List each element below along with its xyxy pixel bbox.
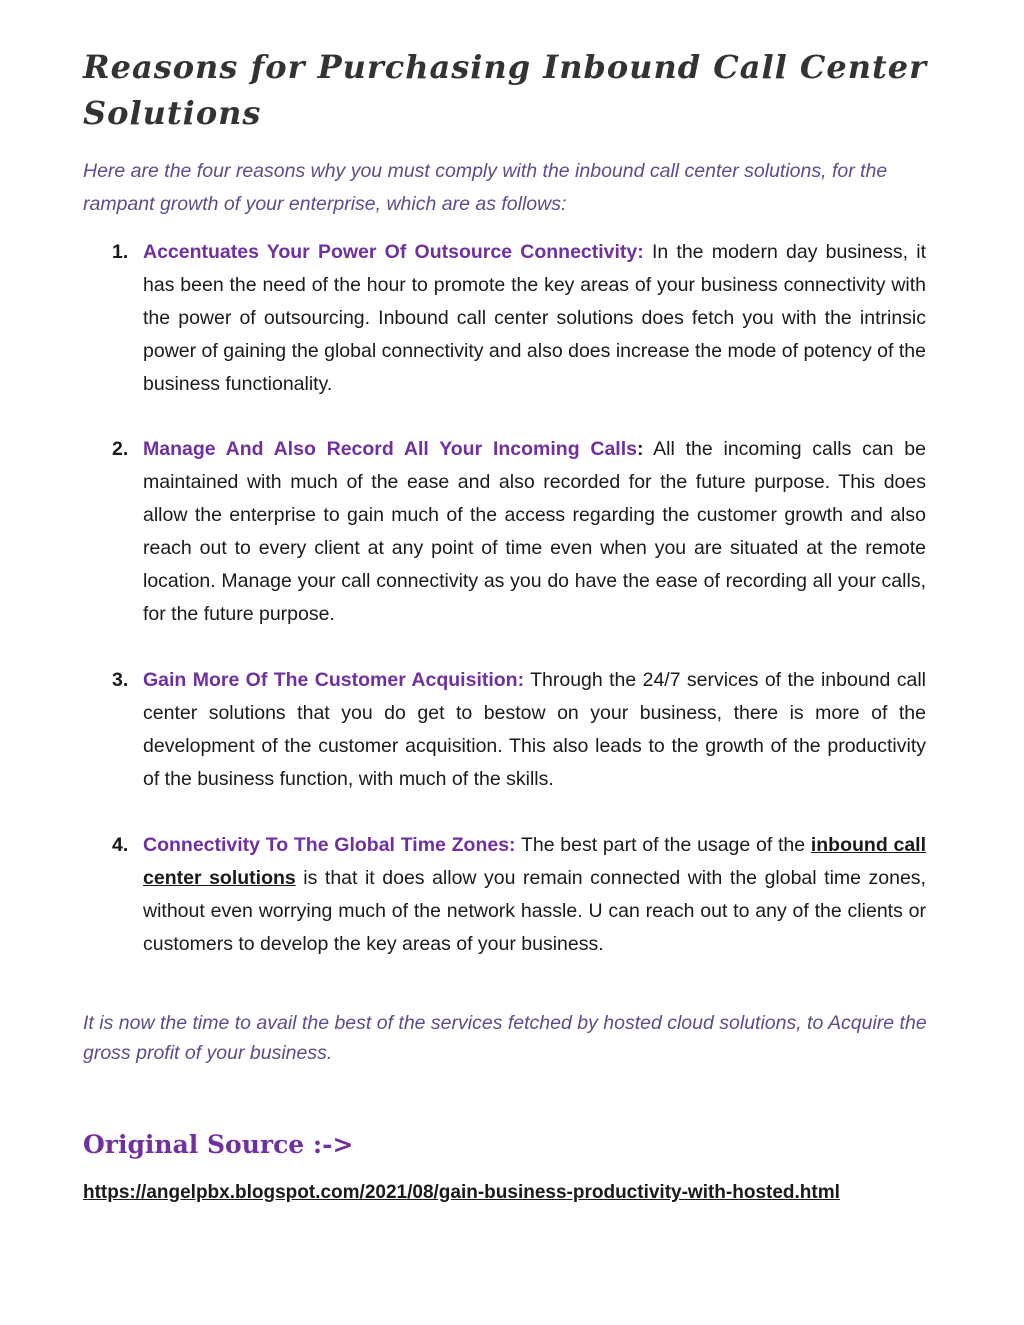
list-item-number: 2. — [112, 438, 129, 460]
list-item — [112, 664, 926, 796]
list-item-body-end: is that it does allow you remain connected with the global time zones, without even worrying much of the network hassle. U can reach out to any of the clients or customers to develop the key areas of your business. — [143, 867, 926, 955]
list-item-heading: Manage And Also Record All Your Incoming Calls — [143, 438, 637, 460]
list-item — [112, 433, 926, 631]
list-item-number: 3. — [112, 669, 129, 691]
document-title — [83, 44, 927, 136]
title-line-2: Solutions — [83, 94, 262, 132]
list-item-heading-colon: : — [636, 438, 644, 460]
list-item-body: In the modern day business, it has been the need of the hour to promote the key areas of your business connectivity with the power of outsourcing. Inbound call center solutions does fetch you with the intrinsic power of gaining the global connectivity and also does increase the mode of potency of the business functionality. — [143, 241, 926, 395]
list-item-heading: Connectivity To The Global Time Zones: — [143, 834, 516, 856]
list-item-heading: Gain More Of The Customer Acquisition: — [143, 669, 525, 691]
list-item — [112, 236, 926, 401]
title-line-1: Reasons for Purchasing Inbound Call Center — [83, 48, 927, 86]
original-source-heading: Original Source :-> — [83, 1130, 354, 1159]
list-item-body-start: The best part of the usage of the — [515, 834, 811, 856]
intro-paragraph: Here are the four reasons why you must comply with the inbound call center solutions, for the rampant growth of your enterprise, which are as follows: — [83, 160, 888, 215]
list-item-number: 1. — [112, 241, 129, 263]
list-item — [112, 829, 927, 961]
list-item-number: 4. — [112, 834, 129, 856]
closing-paragraph: It is now the time to avail the best of the services fetched by hosted cloud solutions, to Acquire the gross profit of your business. — [83, 1012, 927, 1064]
list-item-body: Through the 24/7 services of the inbound call center solutions that you do get to bestow on your business, there is more of the development of the customer acquisition. This also leads to the growth of the productivity of the business function, with much of the skills. — [143, 669, 926, 790]
list-item-body: All the incoming calls can be maintained with much of the ease and also recorded for the future purpose. This does allow the enterprise to gain much of the access regarding the customer growth and also reach out to every client at any point of time even when you are situated at the remote location. Manage your call connectivity as you do have the ease of recording all your calls, for the future purpose. — [143, 438, 926, 625]
list-item-heading: Accentuates Your Power Of Outsource Connectivity: — [143, 241, 644, 263]
original-source-link[interactable]: https://angelpbx.blogspot.com/2021/08/gain-business-productivity-with-hosted.html — [83, 1182, 840, 1203]
inbound-call-center-solutions-link[interactable]: inbound call center solutions — [143, 834, 927, 889]
